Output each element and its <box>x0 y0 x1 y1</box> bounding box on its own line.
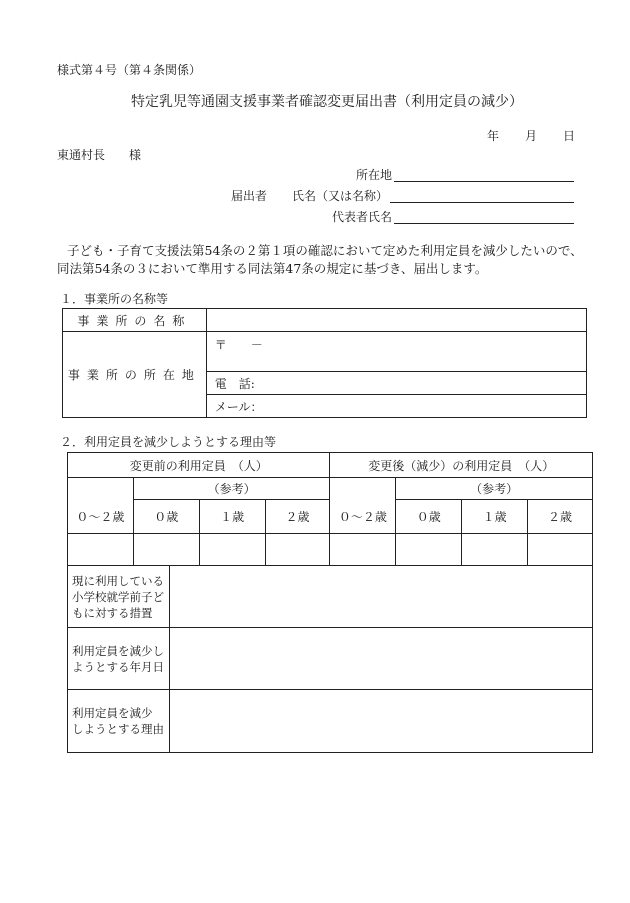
before-reference-label: （参考） <box>133 478 330 500</box>
reason-table <box>67 565 593 753</box>
name-label: 氏名（又は名称） <box>292 189 389 203</box>
after-value-0[interactable] <box>396 534 462 566</box>
reduction-reason-label: 利用定員を減少 しようとする理由 <box>68 690 170 753</box>
section1-heading: １．事業所の名称等 <box>60 292 169 306</box>
date-month: 月 <box>525 129 538 143</box>
body-text-line-1: 子ども・子育て支援法第54条の２第１項の確認において定めた利用定員を減少したいので、 <box>67 243 583 258</box>
before-age-2: ２歳 <box>265 500 330 534</box>
date-year: 年 <box>487 129 500 143</box>
before-value-0-2[interactable] <box>68 534 134 566</box>
before-value-2[interactable] <box>265 534 330 566</box>
before-value-0[interactable] <box>133 534 199 566</box>
mail-field[interactable]: メール： <box>206 395 586 418</box>
after-age-2: ２歳 <box>528 500 593 534</box>
facility-table <box>62 308 587 418</box>
representative-label: 代表者氏名 <box>332 210 393 224</box>
reduction-date-field[interactable] <box>169 628 592 690</box>
postal-code-field[interactable]: 〒 － <box>206 332 586 372</box>
address-line[interactable] <box>394 181 574 182</box>
representative-line[interactable] <box>394 223 574 224</box>
measures-label: 現に利用している 小学校就学前子ど もに対する措置 <box>68 566 170 628</box>
after-capacity-header: 変更後（減少）の利用定員 （人） <box>330 453 593 478</box>
body-text-line-2: 同法第54条の３において準用する同法第47条の規定に基づき、届出します。 <box>57 261 488 276</box>
name-line[interactable] <box>390 202 574 203</box>
facility-location-label: 事業所の所在地 <box>63 332 207 418</box>
after-value-1[interactable] <box>462 534 528 566</box>
before-age-0: ０歳 <box>133 500 199 534</box>
address-label: 所在地 <box>356 168 393 182</box>
before-age-1: １歳 <box>199 500 265 534</box>
measures-field[interactable] <box>169 566 592 628</box>
before-capacity-header: 変更前の利用定員 （人） <box>68 453 330 478</box>
before-age-0-2: ０～２歳 <box>68 500 134 534</box>
after-value-2[interactable] <box>528 534 593 566</box>
before-value-1[interactable] <box>199 534 265 566</box>
form-number: 様式第４号（第４条関係） <box>57 63 202 77</box>
after-age-0: ０歳 <box>396 500 462 534</box>
phone-field[interactable]: 電 話: <box>206 372 586 395</box>
after-reference-label: （参考） <box>396 478 593 500</box>
after-age-1: １歳 <box>462 500 528 534</box>
addressee: 東通村長 様 <box>57 148 142 162</box>
facility-name-label: 事業所の名称 <box>63 309 207 332</box>
capacity-table <box>67 452 593 566</box>
section2-heading: ２．利用定員を減少しようとする理由等 <box>60 435 277 449</box>
reduction-date-label: 利用定員を減少し ようとする年月日 <box>68 628 170 690</box>
date-day: 日 <box>563 129 576 143</box>
facility-name-field[interactable] <box>206 309 586 332</box>
reduction-reason-field[interactable] <box>169 690 592 753</box>
after-value-0-2[interactable] <box>330 534 396 566</box>
form-title: 特定乳児等通園支援事業者確認変更届出書（利用定員の減少） <box>131 94 523 110</box>
after-age-0-2: ０～２歳 <box>330 500 396 534</box>
notifier-label: 届出者 <box>231 189 268 203</box>
